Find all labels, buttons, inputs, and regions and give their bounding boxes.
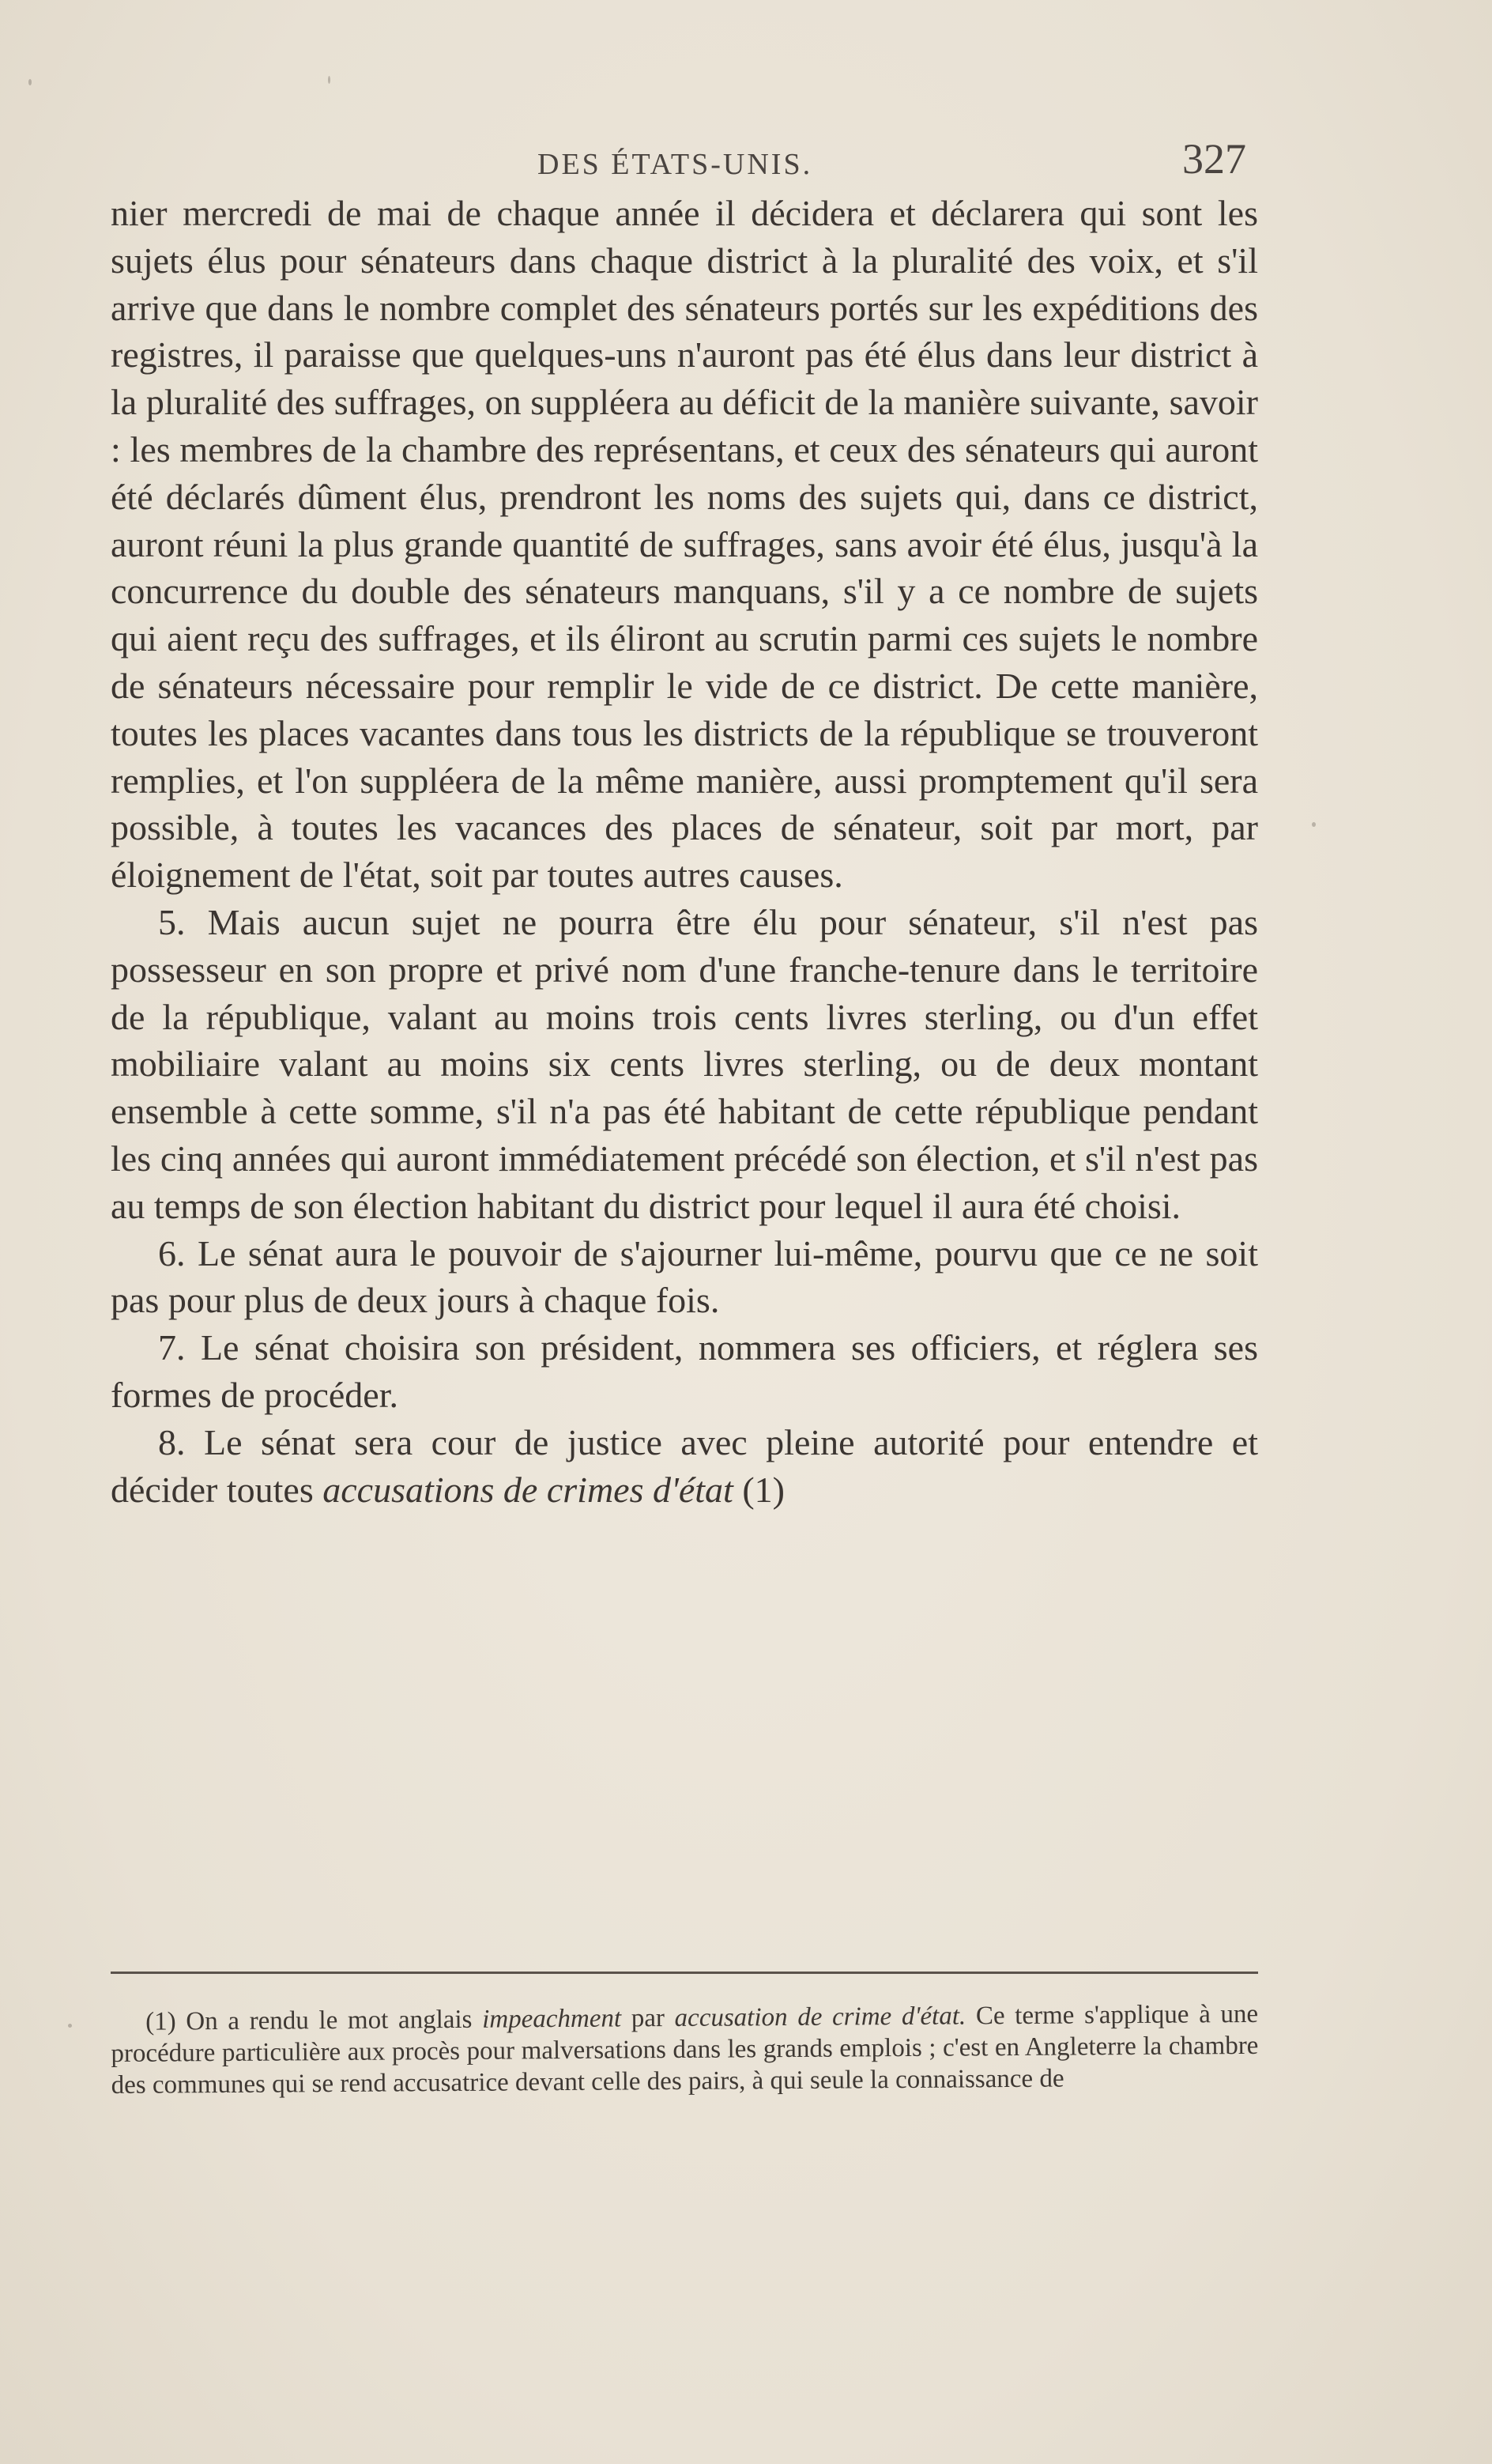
footnote-rule	[111, 1972, 1258, 1974]
paper-speck	[68, 2024, 72, 2028]
paragraph-7: 7. Le sénat choisira son président, nommera ses officiers, et réglera ses formes de procéder.	[111, 1327, 1258, 1415]
paper-speck	[328, 76, 330, 84]
footnote-text	[111, 1998, 1259, 2101]
footnote-part-1: (1) On a rendu le mot anglais	[145, 2005, 483, 2036]
paper-speck	[28, 79, 32, 85]
footnote-italic-1: impeachment	[482, 2004, 622, 2034]
footnote-italic-2: accusation de crime d'état.	[674, 2002, 966, 2033]
paragraph-6: 6. Le sénat aura le pouvoir de s'ajourner lui-même, pourvu que ce ne soit pas pour plus de deux jours à chaque fois.	[111, 1232, 1258, 1321]
paragraph-8	[111, 1419, 1258, 1514]
page-number: 327	[1182, 135, 1246, 183]
paragraph-8-italic: accusations de crimes d'état	[322, 1469, 733, 1510]
footnote	[111, 1998, 1259, 2101]
footnote-part-3: Ce terme s'applique à une procédure particulière aux procès pour malversations dans les grands emplois ; c'est en Angleterre la chambre des communes qui se rend accusatrice devant celle des pairs, à qui seule la connaissance de	[111, 1999, 1259, 2100]
paragraph-8-text: 8. Le sénat sera cour de justice avec pleine autorité pour entendre et décider toutes	[111, 1421, 1258, 1510]
footnote-part-2: par	[620, 2004, 675, 2033]
running-head: DES ÉTATS-UNIS.	[537, 148, 813, 181]
paper-speck	[1312, 822, 1316, 827]
footnote-reference: (1)	[733, 1469, 785, 1510]
paragraph-continuation: nier mercredi de mai de chaque année il décidera et déclarera qui sont les sujets élus pour sénateurs dans chaque district à la pluralité des voix, et s'il arrive que dans le nombre complet des sénateurs portés sur les expéditions des registres, il paraisse que quelques-uns n'auront pas été élus dans leur district à la pluralité des suffrages, on suppléera au déficit de la manière suivante, savoir : les membres de la chambre des représentans, et ceux des sénateurs qui auront été déclarés dûment élus, prendront les noms des sujets qui, dans ce district, auront réuni la plus grande quantité de suffrages, sans avoir été élus, jusqu'à la concurrence du double des sénateurs manquans, s'il y a ce nombre de sujets qui aient reçu des suffrages, et ils éliront au scrutin parmi ces sujets le nombre de sénateurs nécessaire pour remplir le vide de ce district. De cette manière, toutes les places vacantes dans tous les districts de la république se trouveront remplies, et l'on suppléera de la même manière, aussi promptement qu'il sera possible, à toutes les vacances des places de sénateur, soit par mort, par éloignement de l'état, soit par toutes autres causes.	[111, 193, 1258, 896]
main-text	[111, 190, 1258, 1513]
paragraph-5: 5. Mais aucun sujet ne pourra être élu pour sénateur, s'il n'est pas possesseur en son propre et privé nom d'une franche-tenure dans le territoire de la république, valant au moins trois cents livres sterling, ou d'un effet mobiliaire valant au moins six cents livres sterling, ou de deux montant ensemble à cette somme, s'il n'a pas été habitant de cette république pendant les cinq années qui auront immédiatement précédé son élection, et s'il n'est pas au temps de son élection habitant du district pour lequel il aura été choisi.	[111, 901, 1258, 1226]
